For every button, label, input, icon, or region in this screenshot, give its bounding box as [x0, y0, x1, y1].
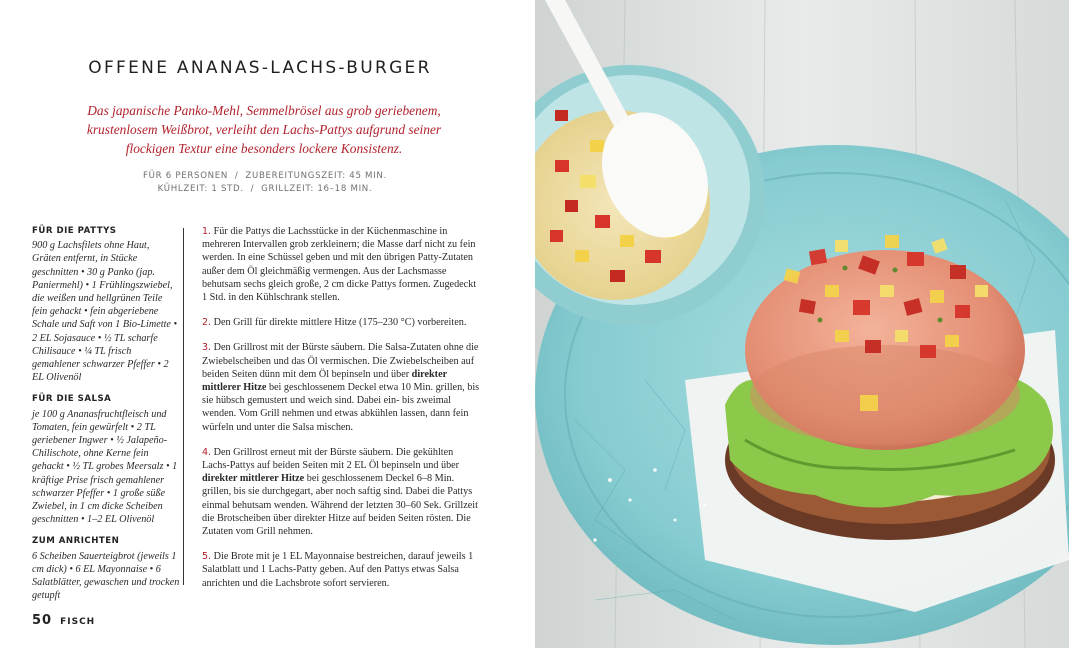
ingredient-text: 6 Scheiben Sauerteigbrot (jeweils 1 cm dick) • 6 EL Mayonnaise • 6 Salatblätter, gewaschen und trocken getupft	[32, 550, 180, 602]
step-text: Den Grill für direkte mittlere Hitze (175–230 °C) vorbereiten.	[213, 317, 467, 329]
ingredients-column	[32, 225, 180, 611]
page-number: 50	[32, 613, 53, 628]
step-5	[202, 550, 482, 590]
recipe-meta-times: KÜHLZEIT: 1 STD. / GRILLZEIT: 16–18 MIN.	[157, 184, 373, 194]
ingredient-heading: FÜR DIE SALSA	[32, 394, 112, 405]
step-3	[202, 341, 482, 433]
page-footer	[32, 609, 95, 628]
step-number: 1.	[202, 226, 212, 237]
ingredient-section-serving	[32, 535, 180, 602]
step-text-bold: direkter mittlerer Hitze	[202, 473, 305, 485]
step-4	[202, 446, 482, 538]
recipe-intro: Das japanische Panko-Mehl, Semmelbrösel aus grob geriebenem, krustenlosem Weißbrot, verleiht den Lachs-Pattys aufgrund seiner flockigen Textur eine besonders lockere Konsistenz.	[86, 103, 442, 156]
step-text: Für die Pattys die Lachsstücke in der Küchenmaschine in mehreren Intervallen grob zerkleinern; die Masse darf nicht zu fein werden. In eine Schüssel geben und mit den übrigen Patty-Zutaten außer dem Öl gleichmäßig vermengen. Aus der Lachsmasse behutsam sechs gleich große, 2 cm dicke Pattys formen. Zugedeckt 1 Std. in den Kühlschrank stellen.	[202, 226, 477, 304]
step-text: bei geschlossenem Deckel 6–8 Min. grillen, bis sie durchgegart, aber noch saftig sind. Dabei die Pattys einmal behutsam wenden. Während der letzten 30–60 Sek. Grillzeit die Brotscheiben über direkter Hitze auf beiden Seiten rösten. Die Zutaten vom Grill nehmen.	[202, 473, 478, 538]
step-text-bold: direkter mittlerer Hitze	[202, 368, 447, 394]
step-text: Die Brote mit je 1 EL Mayonnaise bestreichen, darauf jeweils 1 Salatblatt und 1 Lachs-Patty geben. Auf den Pattys etwas Salsa anrichten und die Lachsbrote sofort servieren.	[202, 551, 474, 589]
recipe-meta-servings: FÜR 6 PERSONEN / ZUBEREITUNGSZEIT: 45 MIN.	[143, 171, 387, 181]
step-1	[202, 225, 482, 304]
ingredient-section-salsa	[32, 393, 180, 526]
step-number: 3.	[202, 342, 212, 354]
step-number: 5.	[202, 551, 212, 563]
food-photo	[535, 0, 1069, 648]
step-number: 2.	[202, 317, 212, 329]
step-text: Den Grillrost mit der Bürste säubern. Die Salsa-Zutaten ohne die Zwiebelscheiben und das Öl vermischen. Die Zwiebelscheiben auf beiden Seiten dünn mit dem Öl bepinseln und über	[202, 342, 479, 380]
ingredient-heading: ZUM ANRICHTEN	[32, 536, 120, 547]
ingredient-section-pattys	[32, 225, 180, 384]
ingredient-text: je 100 g Ananasfruchtfleisch und Tomaten, fein gewürfelt • 2 TL geriebener Ingwer • ½ Jalapeño-Chilischote, ohne Kerne fein gehackt • ½ TL grobes Meersalz • 1 kräftige Prise frisch gemahlener schwarzer Pfeffer • 1 große süße Zwiebel, in 1 cm dicke Scheiben geschnitten • 1–2 EL Olivenöl	[32, 408, 178, 526]
step-number: 4.	[202, 446, 212, 458]
step-text: bei geschlossenem Deckel etwa 10 Min. grillen, bis sie hübsch gemustert und weich sind. Dabei ein- bis zweimal wenden. Vom Grill nehmen und etwas abkühlen lassen, dann fein würfeln und unter die Salsa mischen.	[202, 382, 480, 433]
burger-photo-illustration	[535, 0, 1069, 648]
step-2	[202, 316, 482, 329]
method-steps	[202, 225, 482, 602]
recipe-title: OFFENE ANANAS-LACHS-BURGER	[88, 58, 432, 78]
ingredient-text: 900 g Lachsfilets ohne Haut, Gräten entfernt, in Stücke geschnitten • 30 g Panko (jap. Paniermehl) • 1 Frühlingszwiebel, die weißen und hellgrünen Teile fein gehackt • fein abgeriebene Schale und Saft von 1 Bio-Limette • 2 EL Sojasauce • ½ TL scharfe Chilisauce • ¼ TL frisch gemahlener schwarzer Pfeffer • 2 EL Olivenöl	[32, 240, 178, 384]
step-text: Den Grillrost erneut mit der Bürste säubern. Die gekühlten Lachs-Pattys auf beiden Seiten mit 2 EL Öl bepinseln und über	[202, 446, 460, 472]
ingredient-heading: FÜR DIE PATTYS	[32, 226, 117, 236]
column-divider	[183, 228, 184, 585]
section-name: FISCH	[60, 617, 96, 627]
